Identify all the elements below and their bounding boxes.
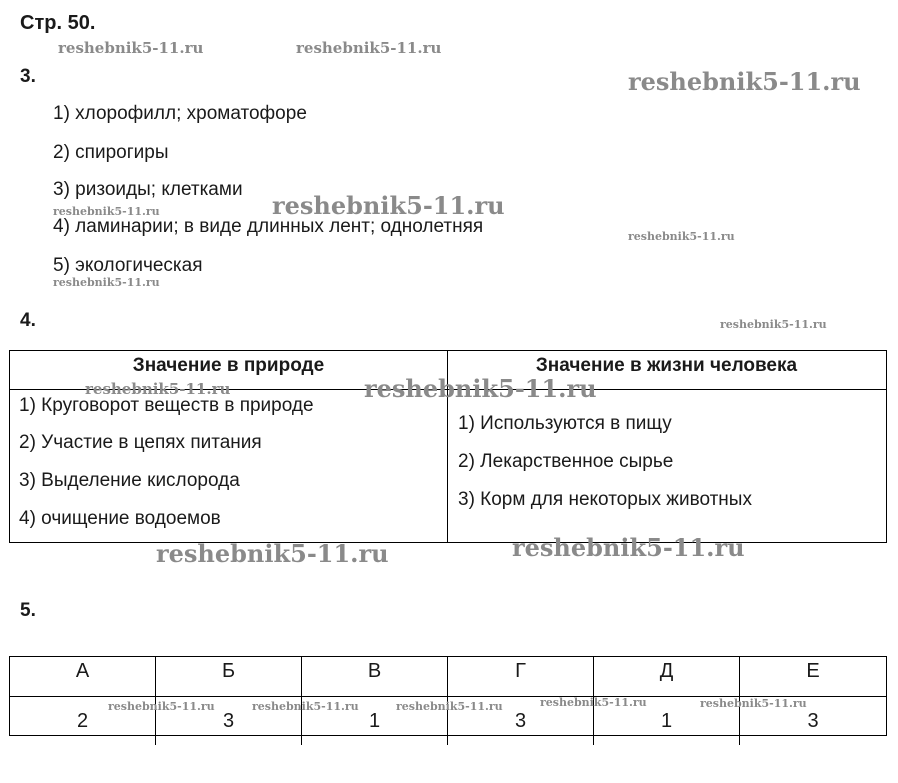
watermark: reshebnik5-11.ru [628,230,735,243]
value-cell: 3 [156,697,302,745]
value-cell: 1 [594,697,740,745]
human-item: 2) Лекарственное сырье [458,451,674,472]
value-cell: 1 [302,697,448,745]
letter-cell: Г [448,657,594,697]
answer-3-3: 3) ризоиды; клетками [53,179,243,200]
letter-cell: А [10,657,156,697]
watermark: reshebnik5-11.ru [628,67,861,96]
nature-item: 3) Выделение кислорода [19,470,240,491]
watermark: reshebnik5-11.ru [272,191,505,220]
watermark: reshebnik5-11.ru [108,700,215,713]
nature-item: 2) Участие в цепях питания [19,432,262,453]
section-3-number: 3. [20,66,36,87]
page-title: Стр. 50. [20,12,96,34]
answer-3-5: 5) экологическая [53,255,203,276]
answer-3-2: 2) спирогиры [53,142,169,163]
watermark: reshebnik5-11.ru [700,697,807,710]
watermark: reshebnik5-11.ru [53,205,160,218]
letter-cell: В [302,657,448,697]
watermark: reshebnik5-11.ru [156,539,389,568]
section-5-table [9,656,887,736]
watermark: reshebnik5-11.ru [296,39,442,57]
answer-3-4: 4) ламинарии; в виде длинных лент; однолетняя [53,216,484,237]
watermark: reshebnik5-11.ru [540,696,647,709]
letter-cell: Е [740,657,886,697]
value-cell: 2 [10,697,156,745]
human-item: 1) Используются в пищу [458,413,672,434]
watermark: reshebnik5-11.ru [364,374,597,403]
watermark: reshebnik5-11.ru [53,276,160,289]
watermark: reshebnik5-11.ru [252,700,359,713]
watermark: reshebnik5-11.ru [396,700,503,713]
nature-item: 1) Круговорот веществ в природе [19,395,314,416]
answer-3-1: 1) хлорофилл; хроматофоре [53,103,307,124]
watermark: reshebnik5-11.ru [720,318,827,331]
watermark: reshebnik5-11.ru [58,39,204,57]
table-header-nature: Значение в природе [10,351,447,390]
watermark: reshebnik5-11.ru [512,533,745,562]
human-item: 3) Корм для некоторых животных [458,489,752,510]
table-header-human: Значение в жизни человека [447,351,886,390]
letter-cell: Б [156,657,302,697]
section-4-number: 4. [20,310,36,331]
watermark: reshebnik5-11.ru [85,380,231,398]
nature-item: 4) очищение водоемов [19,508,221,529]
section-5-number: 5. [20,600,36,621]
value-cell: 3 [807,710,819,732]
value-cell: 3 [448,697,594,745]
letter-cell: Д [594,657,740,697]
